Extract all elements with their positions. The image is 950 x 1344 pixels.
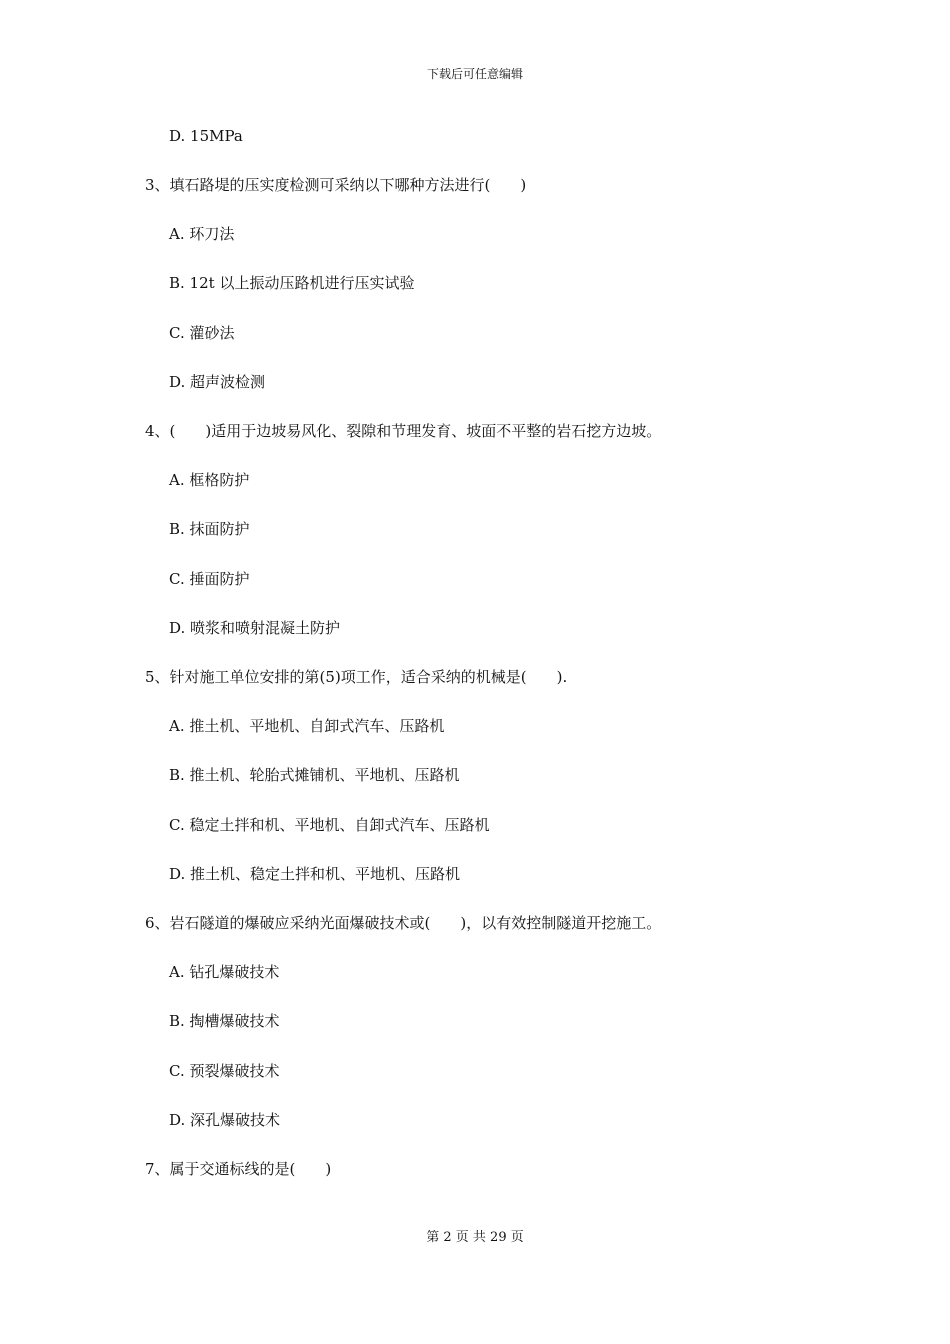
option-line: C. 捶面防护	[169, 570, 250, 588]
option-line: D. 深孔爆破技术	[169, 1111, 281, 1129]
option-line: D. 推土机、稳定土拌和机、平地机、压路机	[169, 865, 461, 883]
option-line: A. 推土机、平地机、自卸式汽车、压路机	[169, 717, 445, 735]
question-line: 3、填石路堤的压实度检测可采纳以下哪种方法进行( )	[145, 176, 527, 194]
question-line: 6、岩石隧道的爆破应采纳光面爆破技术或( )，以有效控制隧道开挖施工。	[145, 914, 662, 932]
question-line: 5、针对施工单位安排的第(5)项工作，适合采纳的机械是( ).	[145, 668, 568, 686]
option-line: D. 超声波检测	[169, 373, 266, 391]
option-line: C. 预裂爆破技术	[169, 1062, 280, 1080]
question-line: 4、( )适用于边坡易风化、裂隙和节理发育、坡面不平整的岩石挖方边坡。	[145, 422, 662, 440]
option-line: A. 钻孔爆破技术	[169, 963, 280, 981]
option-line: B. 推土机、轮胎式摊铺机、平地机、压路机	[169, 766, 460, 784]
option-line: B. 掏槽爆破技术	[169, 1012, 280, 1030]
option-line: A. 框格防护	[169, 471, 250, 489]
option-line: B. 12t 以上振动压路机进行压实试验	[169, 274, 415, 292]
option-line: D. 喷浆和喷射混凝土防护	[169, 619, 341, 637]
page-footer: 第 2 页 共 29 页	[426, 1230, 524, 1245]
question-line: 7、属于交通标线的是( )	[145, 1160, 332, 1178]
option-line: A. 环刀法	[169, 225, 235, 243]
page-header: 下载后可任意编辑	[426, 67, 523, 81]
option-line: D. 15MPa	[169, 127, 243, 145]
option-line: C. 灌砂法	[169, 324, 235, 342]
option-line: C. 稳定土拌和机、平地机、自卸式汽车、压路机	[169, 816, 490, 834]
option-line: B. 抹面防护	[169, 520, 250, 538]
